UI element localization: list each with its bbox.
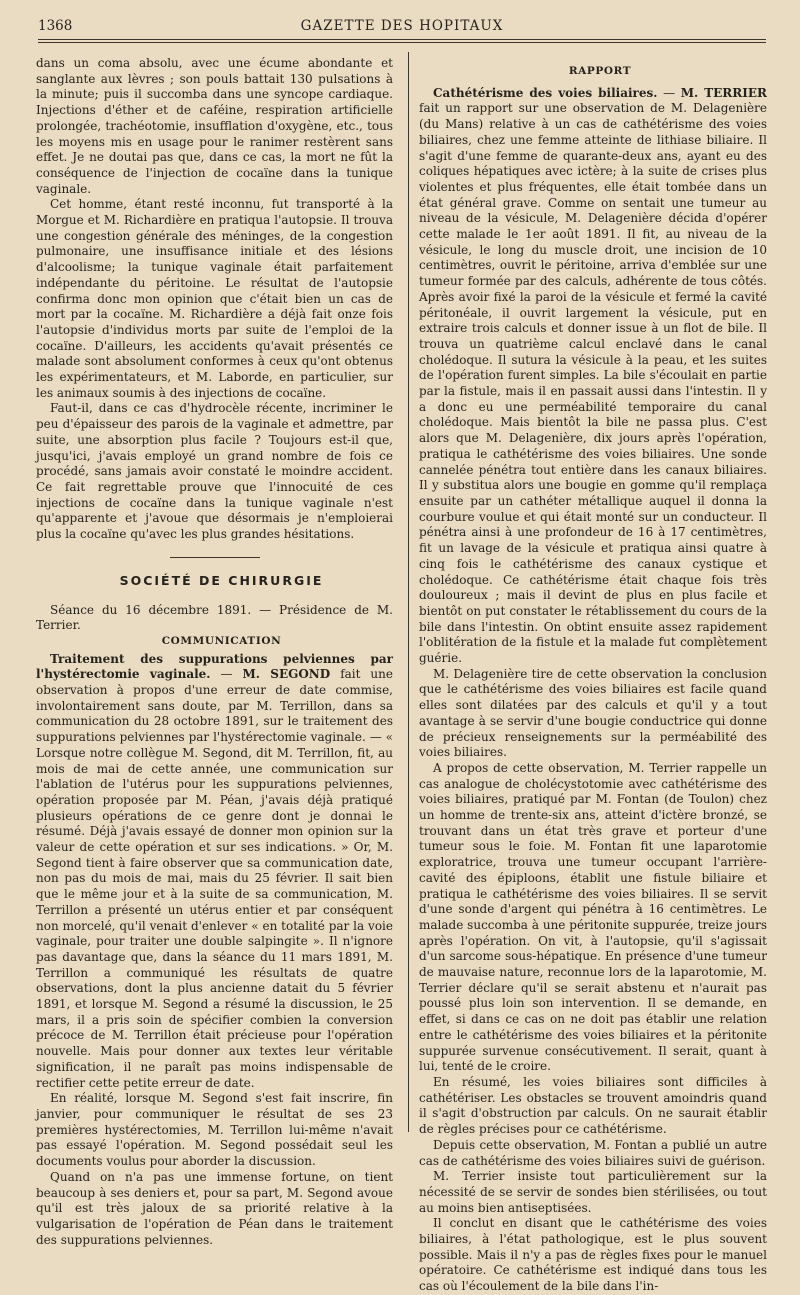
rapport-label: RAPPORT: [568, 65, 632, 77]
communication-text: fait une observation à propos d'une erreur de date commise, involontairement sans doute, par M. Terrillon, dans sa communication du 28 octobre 1891, sur le traitement des suppurations pelviennes par l'hystérectomie vaginale. — « Lorsque notre collègue M. Segond, dit M. Terrillon, fit, au mois de mai de cette année, une communication sur l'ablation de l'utérus pour les suppurations pelviennes, opération proposée par M. Péan, j'avais déjà pratiqué plusieurs opérations de ce genre dont je donnai le résumé. Déjà j'avais essayé de donner mon opinion sur la valeur de cette opération et sur ses indications. » Or, M. Segond tient à faire observer que sa communication date, non pas du mois de mai, mais du 25 février. Il sait bien que le même jour et à la suite de sa communication, M. Terrillon a présenté un utérus entier et par conséquent non morcelé, qu'il venait d'enlever « en totalité par la voie vaginale, pour traiter une double salpingite ». Il n'ignore pas davantage que, dans la séance du 11 mars 1891, M. Terrillon a communiqué les résultats de quatre observations, dont la plus ancienne datait du 5 février 1891, et lorsque M. Segond a résumé la discussion, le 25 mars, il a pris soin de spécifier combien la conversion précoce de M. Terrillon était précieuse pour l'opération nouvelle. Mais pour donner aux textes leur véritable signification, il ne paraît pas moins indispensable de rectifier cette petite erreur de date.: [36, 667, 393, 1090]
page-header: [38, 16, 766, 38]
right-paragraph-5: Depuis cette observation, M. Fontan a publié un autre cas de cathétérisme des voies biliaires suivi de guérison.: [419, 1137, 767, 1168]
communication-heading: Traitement des suppurations pelviennes par l'hystérectomie vaginale.: [36, 651, 393, 682]
session-line: Séance du 16 décembre 1891. — Présidence de M. Terrier.: [36, 602, 393, 633]
right-paragraph-6: M. Terrier insiste tout particulièrement sur la nécessité de se servir de sondes bien stérilisées, ou tout au moins bien antiseptisées.: [419, 1169, 767, 1215]
left-paragraph-2: Cet homme, étant resté inconnu, fut transporté à la Morgue et M. Richardière en pratiqua l'autopsie. Il trouva une congestion générale des méninges, de la congestion pulmonaire, une insuffisance initiale et des lésions d'alcoolisme; la tunique vaginale était parfaitement indépendante du péritoine. Le résultat de l'autopsie confirma donc mon opinion que c'était bien un cas de mort par la cocaïne. M. Richardière a déjà fait onze fois l'autopsie d'individus morts par suite de l'emploi de la cocaïne. D'ailleurs, les accidents qu'avait présentés ce malade sont absolument conformes à ceux qu'ont obtenus les expérimentateurs, et M. Laborde, en particulier, sur les animaux soumis à des injections de cocaïne.: [36, 197, 393, 400]
journal-title: GAZETTE DES HOPITAUX: [300, 18, 504, 34]
left-paragraph-3: Faut-il, dans ce cas d'hydrocèle récente, incriminer le peu d'épaisseur des parois de la vaginale et admettre, par suite, une absorption plus facile ? Toujours est-il que, jusqu'ici, j'avais employé un grand nombre de fois ce procédé, sans jamais avoir constaté le moindre accident. Ce fait regrettable prouve que l'innocuité de ces injections de cocaïne dans la tunique vaginale n'est qu'apparente et j'avoue que désormais je n'emploierai plus la cocaïne qu'avec les plus grandes hésitations.: [36, 401, 393, 542]
right-column: [419, 56, 767, 1295]
rapport-text: fait un rapport sur une observation de M. Delagenière (du Mans) relative à un cas de cathétérisme des voies biliaires, chez une femme atteinte de lithiase biliaire. Il s'agit d'une femme de quarante-deux ans, ayant eu des coliques hépatiques avec ictère; à la suite de crises plus violentes et plus fréquentes, elle était tombée dans un état général grave. Comme on sentait une tumeur au niveau de la vésicule, M. Delagenière décida d'opérer cette malade le 1er août 1891. Il fit, au niveau de la vésicule, le long du muscle droit, une incision de 10 centimètres, ouvrit le péritoine, arriva d'emblée sur une tumeur formée par des calculs, adhérente de tous côtés. Après avoir fixé la paroi de la vésicule et fermé la cavité péritonéale, il ouvrit largement la vésicule, put en extraire trois calculs et donner issue à un flot de bile. Il trouva un quatrième calcul enclavé dans le canal cholédoque. Il sutura la vésicule à la peau, et les suites de l'opération furent simples. La bile s'écoulait en partie par la fistule, mais il en passait aussi dans l'intestin. Il y a donc eu une perméabilité temporaire du canal cholédoque. Mais bientôt la bile ne passa plus. C'est alors que M. Delagenière, dix jours après l'opération, pratiqua le cathétérisme des voies biliaires. Une sonde cannelée pénétra tout entière dans les canaux biliaires. Il y substitua alors une bougie en gomme qu'il remplaça ensuite par un cathéter métallique auquel il donna la courbure voulue et qui était monté sur un conducteur. Il pénétra ainsi à une profondeur de 16 à 17 centimètres, fit un lavage de la vésicule et pratiqua ainsi quatre à cinq fois le cathétérisme des canaux cystique et cholédoque. Ce cathétérisme était chaque fois très douloureux ; mais il devint de plus en plus facile et bientôt on put constater le rétablissement du cours de la bile dans l'intestin. On obtint ensuite assez rapidement l'oblitération de la fistule et la malade fut complètement guérie.: [419, 101, 767, 666]
rapport-paragraph: Cathétérisme des voies biliaires. — M. TERRIER fait un rapport sur une observation de M. Delagenière (du Mans) relative à un cas de cathétérisme des voies biliaires, chez une femme atteinte de lithiase biliaire. Il s'agit d'une femme de quarante-deux ans, ayant eu des coliques hépatiques avec ictère; à la suite de crises plus violentes et plus fréquentes, elle était tombée dans un état général grave. Comme on sentait une tumeur au niveau de la vésicule, M. Delagenière décida d'opérer cette malade le 1er août 1891. Il fit, au niveau de la vésicule, le long du muscle droit, une incision de 10 centimètres, ouvrit le péritoine, arriva d'emblée sur une tumeur formée par des calculs, adhérente de tous côtés. Après avoir fixé la paroi de la vésicule et fermé la cavité péritonéale, il ouvrit largement la vésicule, put en extraire trois calculs et donner issue à un flot de bile. Il trouva un quatrième calcul enclavé dans le canal cholédoque. Il sutura la vésicule à la peau, et les suites de l'opération furent simples. La bile s'écoulait en partie par la fistule, mais il en passait aussi dans l'intestin. Il y a donc eu une perméabilité temporaire du canal cholédoque. Mais bientôt la bile ne passa plus. C'est alors que M. Delagenière, dix jours après l'opération, pratiqua le cathétérisme des voies biliaires. Une sonde cannelée pénétra tout entière dans les canaux biliaires. Il y substitua alors une bougie en gomme qu'il remplaça ensuite par un cathéter métallique auquel il donna la courbure voulue et qui était monté sur un conducteur. Il pénétra ainsi à une profondeur de 16 à 17 centimètres, fit un lavage de la vésicule et pratiqua ainsi quatre à cinq fois le cathétérisme des canaux cystique et cholédoque. Ce cathétérisme était chaque fois très douloureux ; mais il devint de plus en plus facile et bientôt on put constater le rétablissement du cours de la bile dans l'intestin. On obtint ensuite assez rapidement l'oblitération de la fistule et la malade fut complètement guérie.: [419, 85, 767, 666]
page-number: 1368: [38, 18, 73, 34]
header-rule-top: [38, 39, 766, 40]
society-title: SOCIÉTÉ DE CHIRURGIE: [119, 572, 324, 588]
communication-paragraph: Traitement des suppurations pelviennes par l'hystérectomie vaginale. — M. SEGOND fait une observation à propos d'une erreur de date commise, involontairement sans doute, par M. Terrillon, dans sa communication du 28 octobre 1891, sur le traitement des suppurations pelviennes par l'hystérectomie vaginale. — « Lorsque notre collègue M. Segond, dit M. Terrillon, fit, au mois de mai de cette année, une communication sur l'ablation de l'utérus pour les suppurations pelviennes, opération proposée par M. Péan, j'avais déjà pratiqué plusieurs opérations de ce genre dont je donnai le résumé. Déjà j'avais essayé de donner mon opinion sur la valeur de cette opération et sur ses indications. » Or, M. Segond tient à faire observer que sa communication date, non pas du mois de mai, mais du 25 février. Il sait bien que le même jour et à la suite de sa communication, M. Terrillon a présenté un utérus entier et par conséquent non morcelé, qu'il venait d'enlever « en totalité par la voie vaginale, pour traiter une double salpingite ». Il n'ignore pas davantage que, dans la séance du 11 mars 1891, M. Terrillon a communiqué les résultats de quatre observations, dont la plus ancienne datait du 5 février 1891, et lorsque M. Segond a résumé la discussion, le 25 mars, il a pris soin de spécifier combien la conversion précoce de M. Terrillon était précieuse pour l'opération nouvelle. Mais pour donner aux textes leur véritable signification, il ne paraît pas moins indispensable de rectifier cette petite erreur de date.: [36, 651, 393, 1090]
right-paragraph-2: M. Delagenière tire de cette observation la conclusion que le cathétérisme des voies biliaires est facile quand elles sont dilatées par des calculs et qu'il y a tout avantage à se servir d'une bougie conductrice qui donne de précieux renseignements sur la perméabilité des voies biliaires.: [419, 666, 767, 760]
header-rule-bottom: [38, 42, 766, 43]
left-paragraph-5: En réalité, lorsque M. Segond s'est fait inscrire, fin janvier, pour communiquer le résultat de ses 23 premières hystérectomies, M. Terrillon lui-même n'avait pas essayé l'opération. M. Segond possédait seul les documents voulus pour aborder la discussion.: [36, 1091, 393, 1169]
section-separator: [36, 551, 393, 567]
rapport-heading: Cathétérisme des voies biliaires.: [433, 85, 658, 100]
left-column: [36, 56, 393, 1248]
column-divider: [408, 52, 409, 1132]
right-paragraph-7: Il conclut en disant que le cathétérisme des voies biliaires, à l'état pathologique, est le plus souvent possible. Mais il n'y a pas de règles fixes pour le manuel opératoire. Ce cathétérisme est indiqué dans tous les cas où l'écoulement de la bile dans l'in-: [419, 1216, 767, 1294]
right-paragraph-3: A propos de cette observation, M. Terrier rappelle un cas analogue de cholécystotomie avec cathétérisme des voies biliaires, pratiqué par M. Fontan (de Toulon) chez un homme de trente-six ans, atteint d'ictère bronzé, se trouvant dans un état très grave et porteur d'une tumeur sous le foie. M. Fontan fit une laparotomie exploratrice, trouva une tumeur occupant l'arrière-cavité des épiploons, établit une fistule biliaire et pratiqua le cathétérisme des voies biliaires. Il se servit d'une sonde d'argent qui pénétra à 16 centimètres. Le malade succomba à une péritonite suppurée, treize jours après l'opération. On vit, à l'autopsie, qu'il s'agissait d'un sarcome sous-hépatique. En présence d'une tumeur de mauvaise nature, reconnue lors de la laparotomie, M. Terrier déclare qu'il se serait abstenu et n'aurait pas poussé plus loin son intervention. Il se demande, en effet, si dans ce cas on ne doit pas établir une relation entre le cathétérisme des voies biliaires et la péritonite suppurée survenue consécutivement. Il serait, quant à lui, tenté de le croire.: [419, 760, 767, 1074]
right-paragraph-4: En résumé, les voies biliaires sont difficiles à cathétériser. Les obstacles se trouvent amoindris quand il s'agit d'obstruction par calculs. On ne saurait établir de règles précises pour ce cathétérisme.: [419, 1075, 767, 1137]
communication-label: COMMUNICATION: [161, 634, 282, 647]
communication-author: M. SEGOND: [242, 667, 331, 682]
rapport-author: M. TERRIER: [680, 85, 767, 100]
left-paragraph-6: Quand on n'a pas une immense fortune, on tient beaucoup à ses deniers et, pour sa part, M. Segond avoue qu'il est très jaloux de sa priorité relative à la vulgarisation de l'opération de Péan dans le traitement des suppurations pelviennes.: [36, 1169, 393, 1247]
left-paragraph-1: dans un coma absolu, avec une écume abondante et sanglante aux lèvres ; son pouls battait 130 pulsations à la minute; puis il succomba dans une syncope cardiaque. Injections d'éther et de caféine, respiration artificielle prolongée, trachéotomie, insufflation d'oxygène, etc., tous les moyens mis en usage pour le ranimer restèrent sans effet. Je ne doutai pas que, dans ce cas, la mort ne fût la conséquence de l'injection de cocaïne dans la tunique vaginale.: [36, 56, 393, 196]
